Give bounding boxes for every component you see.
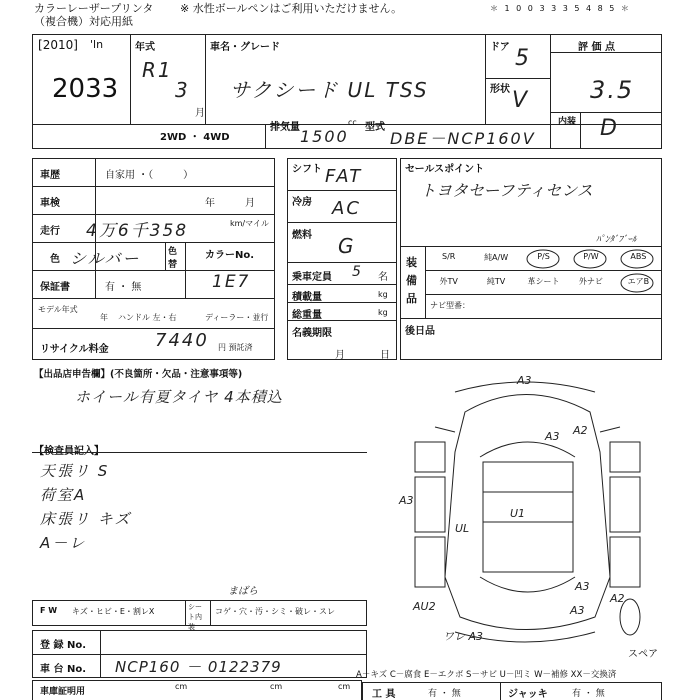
reg-day: 日 (380, 350, 390, 361)
cert-cm-1: cm (175, 682, 188, 691)
mark-5: U1 (510, 507, 526, 520)
rear-label: 後日品 (405, 326, 435, 337)
fw-note: まばら (228, 586, 258, 597)
serial-number: ＊ 1 0 0 3 3 3 5 4 8 5 ＊ (490, 4, 631, 13)
inspector-line-2: 荷室A (40, 486, 87, 504)
equip-jtv: 純TV (486, 277, 506, 286)
remarks-value: ホイール有夏タイヤ 4本積込 (75, 388, 283, 406)
model-year-unit: 年 (100, 313, 108, 322)
usage-value: 自家用 ・（ ） (105, 170, 194, 181)
printer-sub: （複合機）対応用紙 (34, 15, 133, 28)
displacement-value: 1500 (300, 127, 349, 146)
score-value: 3.5 (590, 76, 635, 104)
seat-text: コゲ・穴・汚・シミ・破レ・スレ (215, 607, 335, 616)
mark-7: A3 (575, 580, 590, 593)
warranty-label: 保証書 (40, 282, 70, 293)
chassis-label: 車 台 No. (40, 664, 87, 675)
mark-6: UL (455, 522, 470, 535)
inspector-label: 【検査員記入】 (34, 446, 104, 457)
inspector-line-3: 床張リ キズ (40, 510, 132, 528)
mark-2: A3 (545, 430, 560, 443)
year-value: R1 (142, 58, 173, 82)
cert-cm-3: cm (338, 682, 351, 691)
model-year-label: モデル年式 (38, 305, 78, 314)
model-label: 型式 (365, 122, 385, 133)
dealer-label: ディーラー・並行 (205, 313, 269, 322)
seat-mark: 'ln (90, 38, 104, 51)
recycle-unit: 円 預託済 (218, 343, 253, 352)
legend: A－キズ C－腐食 E－エクボ S－サビ U－凹ミ W－補修 XX－交換済 (356, 670, 617, 680)
fw-text: キズ・ヒビ・E・割レX (72, 607, 155, 616)
mark-8: A3 (570, 604, 585, 617)
color-change-label: 色替 (168, 247, 178, 270)
color-label: 色 (50, 254, 60, 265)
year-label: 年式 (135, 42, 155, 53)
usage-label: 車歴 (40, 170, 60, 181)
handle-label: ハンドル 左・右 (118, 313, 177, 322)
color-value: シルバー (70, 249, 141, 268)
mark-10: AU2 (413, 600, 436, 613)
drive-label: 2WD ・ 4WD (160, 132, 230, 143)
reg-month: 月 (335, 350, 345, 361)
inspection-label: 車検 (40, 198, 60, 209)
mark-9: A2 (610, 592, 625, 605)
lot-number: 2033 (52, 74, 119, 104)
mileage-value: 4万6千358 (86, 221, 189, 241)
inspector-line-1: 天張リ S (40, 462, 110, 480)
sales-point-label: セールスポイント (405, 164, 485, 175)
notice: ※ 水性ボールペンはご利用いただけません。 (180, 2, 403, 15)
capacity-label: 乗車定員 (292, 272, 332, 283)
fw-label: F W (40, 606, 58, 615)
displacement-label: 排気量 (270, 122, 300, 133)
door-value: 5 (515, 46, 531, 71)
car-diagram (395, 372, 665, 657)
capacity-value: 5 (352, 264, 363, 280)
fuel-label: 燃料 (292, 230, 312, 241)
chassis-value: NCP160 － 0122379 (115, 658, 282, 676)
door-label: ドア (490, 42, 510, 53)
equipment-circles (425, 246, 662, 294)
name-value: サクシード UL TSS (230, 78, 429, 102)
name-label: 車名・グレード (210, 42, 280, 53)
equip-ps: P/S (537, 252, 550, 261)
recycle-value: 7440 (155, 330, 209, 351)
load-label: 積載量 (292, 292, 322, 303)
inspection-year: 年 (205, 198, 215, 209)
reg-no-label: 登 録 No. (40, 640, 87, 651)
remarks-label: 【出品店申告欄】(不良箇所・欠品・注意事項等) (34, 369, 243, 380)
score-label: 評 価 点 (578, 42, 615, 53)
interior-label: 内装 (558, 117, 577, 127)
equip-pw: P/W (583, 252, 599, 261)
inspection-month: 月 (245, 198, 255, 209)
tools-label: 工 具 (372, 689, 396, 700)
spare-label: スペア (628, 649, 658, 660)
displacement-unit: cc (348, 118, 357, 127)
shift-label: シフト (292, 164, 322, 175)
gross-label: 総重量 (292, 310, 322, 321)
cert-cm-2: cm (270, 682, 283, 691)
fuel-value: G (338, 234, 356, 258)
sales-point-value: トヨタセーフティセンス (420, 181, 593, 200)
shift-value: FAT (325, 166, 363, 187)
mark-3: A2 (573, 424, 588, 437)
equip-sr: S/R (442, 252, 456, 261)
seat-label: シート内装 (188, 603, 202, 631)
interior-value: D (600, 116, 619, 141)
inspector-line-4: A－レ (40, 534, 87, 552)
ac-value: AC (332, 198, 361, 219)
navi-label: ナビ型番： (430, 301, 470, 310)
color-no-value: 1E7 (212, 272, 251, 292)
mark-11: ワレ A3 (443, 630, 484, 643)
equip-seat: 革シート (527, 277, 560, 286)
model-value: DBE－NCP160V (390, 129, 536, 148)
lot-year-tag: [2010] (38, 38, 78, 52)
color-no-label: カラーNo. (205, 250, 255, 261)
warranty-value: 有 ・ 無 (105, 282, 142, 293)
mark-4: A3 (399, 494, 414, 507)
cert-label: 車庫証明用 (40, 687, 86, 697)
mark-1: A3 (517, 374, 532, 387)
capacity-unit: 名 (378, 272, 388, 283)
shape-label: 形状 (490, 84, 510, 95)
equip-tv: 外TV (439, 277, 458, 286)
equip-abs: ABS (630, 252, 647, 261)
mileage-unit: km/マイル (230, 219, 269, 228)
month-value: 3 (175, 78, 190, 102)
printer-label: カラーレーザープリンタ (34, 2, 154, 15)
gross-unit: kg (378, 308, 388, 317)
equip-navi: 外ナビ (578, 277, 603, 286)
load-unit: kg (378, 290, 388, 299)
jack-value: 有 ・ 無 (572, 689, 605, 699)
equip-airbag: エアB (627, 277, 650, 286)
ac-label: 冷房 (292, 197, 312, 208)
tools-value: 有 ・ 無 (428, 689, 461, 699)
jack-label: ジャッキ (508, 689, 548, 700)
equipment-label: 装備品 (406, 256, 417, 305)
month-unit: 月 (195, 108, 205, 119)
recycle-label: リサイクル料金 (40, 344, 109, 355)
equip-aw: 純A/W (484, 253, 509, 262)
equipment-note: ﾊﾟﾝﾀﾞﾌﾞｰﾙ (596, 235, 637, 245)
mileage-label: 走行 (40, 226, 60, 237)
reg-label: 名義期限 (292, 328, 332, 339)
shape-value: V (512, 88, 530, 113)
